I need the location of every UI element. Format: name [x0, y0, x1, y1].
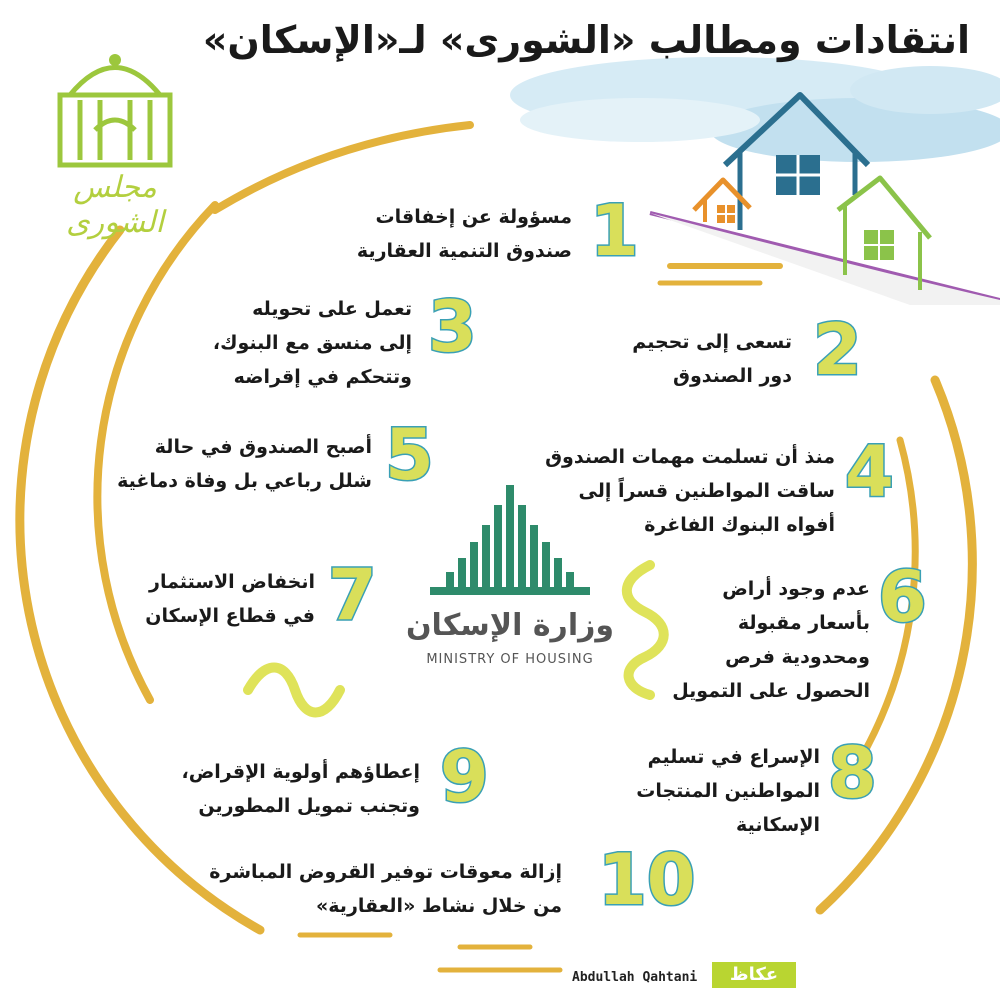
shura-logo-text: مجلس الشورى [66, 170, 164, 240]
item-1-number: 1 [590, 190, 639, 272]
shura-council-logo [20, 30, 210, 240]
item-8-number: 8 [828, 732, 877, 814]
item-10-number: 10 [598, 839, 696, 921]
item-6-number: 6 [878, 556, 927, 638]
item-7-text: انخفاض الاستثمار في قطاع الإسكان [145, 571, 315, 627]
clouds [510, 57, 1000, 162]
page-title: انتقادات ومطالب «الشورى» لـ«الإسكان» [202, 18, 970, 62]
okaz-logo: عكاظ [712, 962, 796, 988]
ministry-english-name: MINISTRY OF HOUSING [426, 652, 594, 667]
item-5-number: 5 [385, 414, 434, 496]
item-1-text: مسؤولة عن إخفاقات صندوق التنمية العقارية [356, 206, 572, 262]
item-4-number: 4 [845, 431, 894, 513]
squiggle-vertical [627, 565, 664, 695]
squiggle-horizontal [248, 668, 340, 713]
item-2-text: تسعى إلى تحجيم دور الصندوق [632, 331, 792, 387]
author-credit: Abdullah Qahtani [572, 970, 698, 985]
item-9-text: إعطاؤهم أولوية الإقراض، وتجنب تمويل المطورين [181, 761, 420, 817]
item-9-number: 9 [440, 736, 489, 818]
item-5-text: أصبح الصندوق في حالة شلل رباعي بل وفاة دماغية [117, 436, 372, 492]
ministry-arabic-name: وزارة الإسكان [405, 608, 615, 643]
item-3-text: تعمل على تحويله إلى منسق مع البنوك، وتتحكم في إقراضه [212, 298, 412, 388]
item-6-text: عدم وجود أراض بأسعار مقبولة ومحدودية فرص الحصول على التمويل [672, 578, 870, 702]
item-7-number: 7 [328, 554, 377, 636]
item-8-text: الإسراع في تسليم المواطنين المنتجات الإسكانية [636, 746, 820, 836]
item-3-number: 3 [428, 286, 477, 368]
item-4-text: منذ أن تسلمت مهمات الصندوق ساقت المواطنين قسراً إلى أفواه البنوك الفاغرة [545, 446, 835, 536]
item-2-number: 2 [813, 309, 862, 391]
item-10-text: إزالة معوقات توفير القروض المباشرة من خلال نشاط «العقارية» [209, 861, 562, 917]
